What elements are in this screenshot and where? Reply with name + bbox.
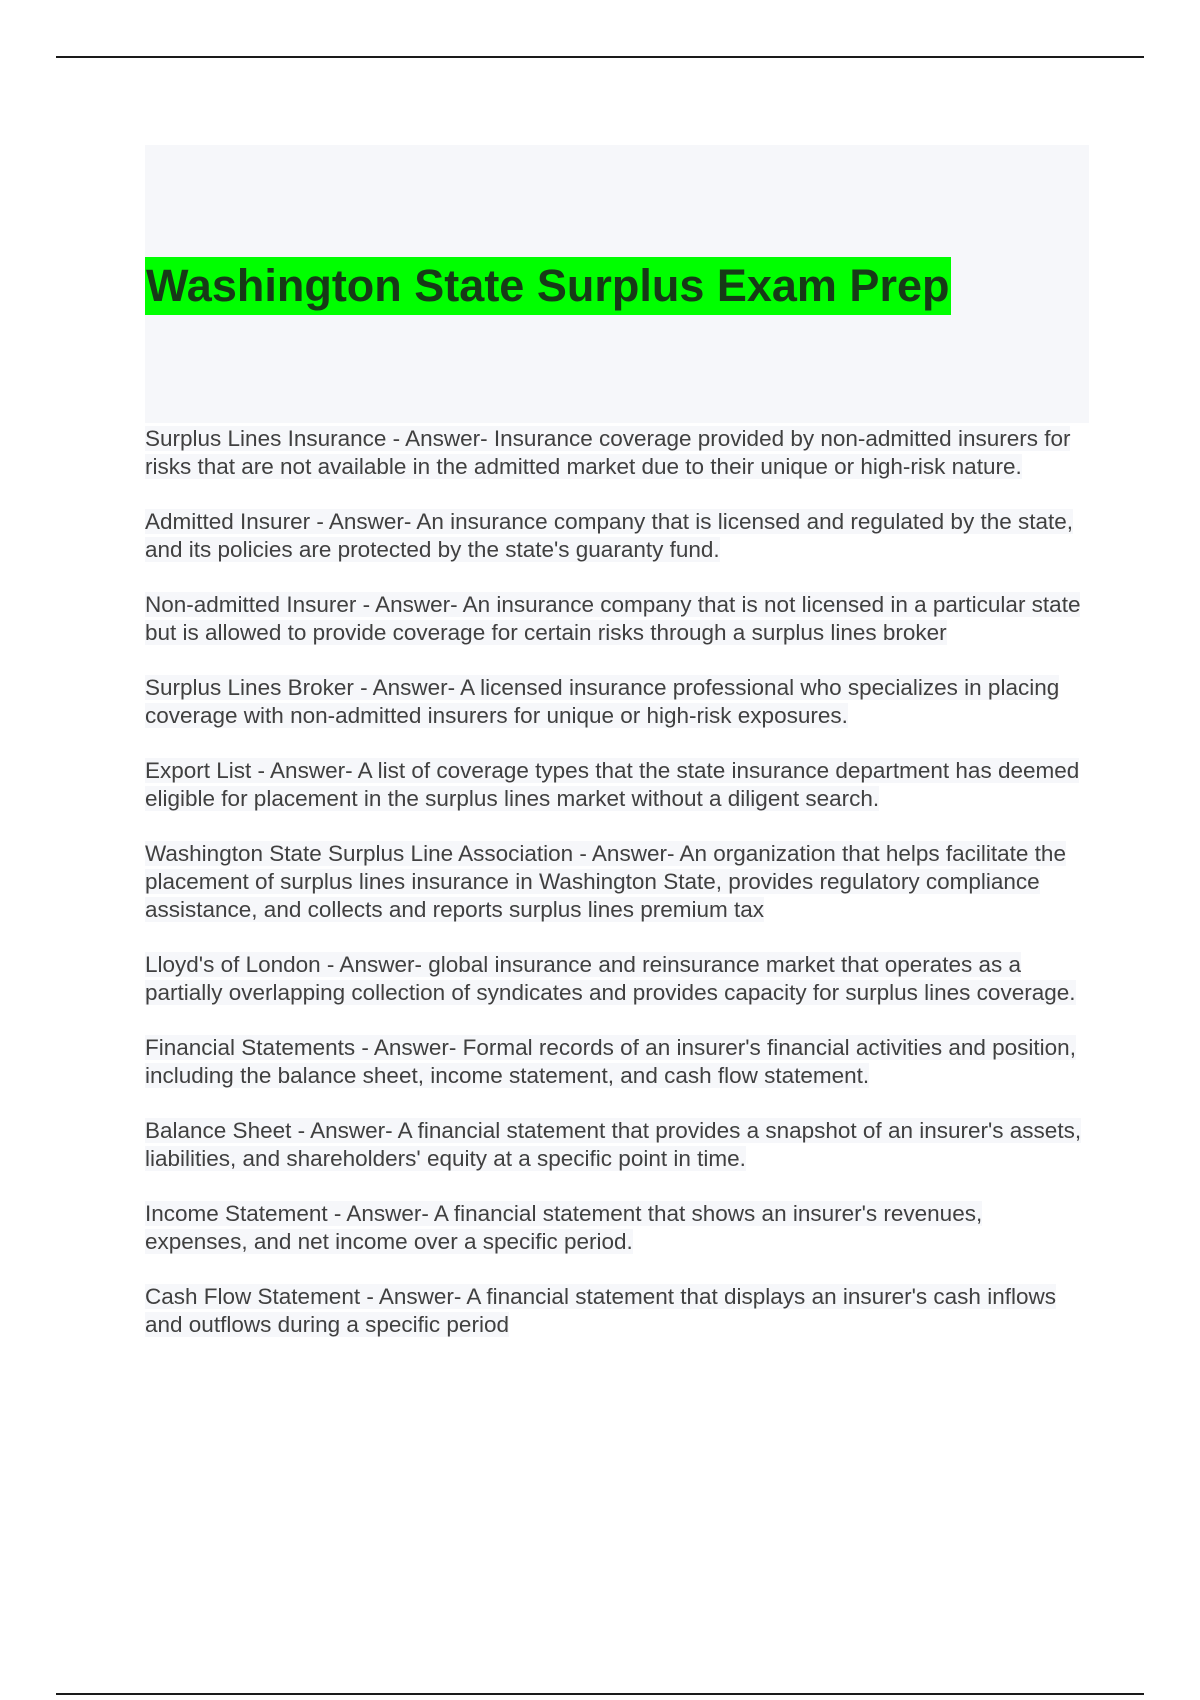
document-body [145,145,1089,1366]
qa-list [145,425,1089,1339]
qa-item [145,1034,1089,1090]
qa-item [145,1200,1089,1256]
bottom-rule [56,1693,1144,1695]
title-block [145,145,1089,423]
qa-text: Surplus Lines Insurance - Answer- Insurance coverage provided by non-admitted insurers for risks that are not available in the admitted market due to their unique or high-risk nature. [145,426,1071,479]
qa-text: Cash Flow Statement - Answer- A financial statement that displays an insurer's cash inflows and outflows during a specific period [145,1284,1056,1337]
qa-item [145,1117,1089,1173]
qa-item [145,1283,1089,1339]
qa-text: Financial Statements - Answer- Formal records of an insurer's financial activities and position, including the balance sheet, income statement, and cash flow statement. [145,1035,1076,1088]
qa-text: Admitted Insurer - Answer- An insurance company that is licensed and regulated by the state, and its policies are protected by the state's guaranty fund. [145,509,1074,562]
qa-text: Export List - Answer- A list of coverage types that the state insurance department has deemed eligible for placement in the surplus lines market without a diligent search. [145,758,1080,811]
qa-text: Surplus Lines Broker - Answer- A licensed insurance professional who specializes in placing coverage with non-admitted insurers for unique or high-risk exposures. [145,675,1060,728]
document-title: Washington State Surplus Exam Prep [145,257,951,315]
top-rule [56,56,1144,58]
qa-text: Lloyd's of London - Answer- global insurance and reinsurance market that operates as a partially overlapping collection of syndicates and provides capacity for surplus lines coverage. [145,952,1076,1005]
qa-item [145,674,1089,730]
qa-item [145,591,1089,647]
qa-text: Non-admitted Insurer - Answer- An insurance company that is not licensed in a particular state but is allowed to provide coverage for certain risks through a surplus lines broker [145,592,1081,645]
qa-text: Washington State Surplus Line Association - Answer- An organization that helps facilitate the placement of surplus lines insurance in Washington State, provides regulatory compliance assistance, and collects and reports surplus lines premium tax [145,841,1066,922]
qa-item [145,951,1089,1007]
qa-text: Income Statement - Answer- A financial statement that shows an insurer's revenues, expenses, and net income over a specific period. [145,1201,983,1254]
qa-item [145,425,1089,481]
qa-text: Balance Sheet - Answer- A financial statement that provides a snapshot of an insurer's assets, liabilities, and shareholders' equity at a specific point in time. [145,1118,1082,1171]
qa-item [145,757,1089,813]
qa-item [145,840,1089,924]
qa-item [145,508,1089,564]
